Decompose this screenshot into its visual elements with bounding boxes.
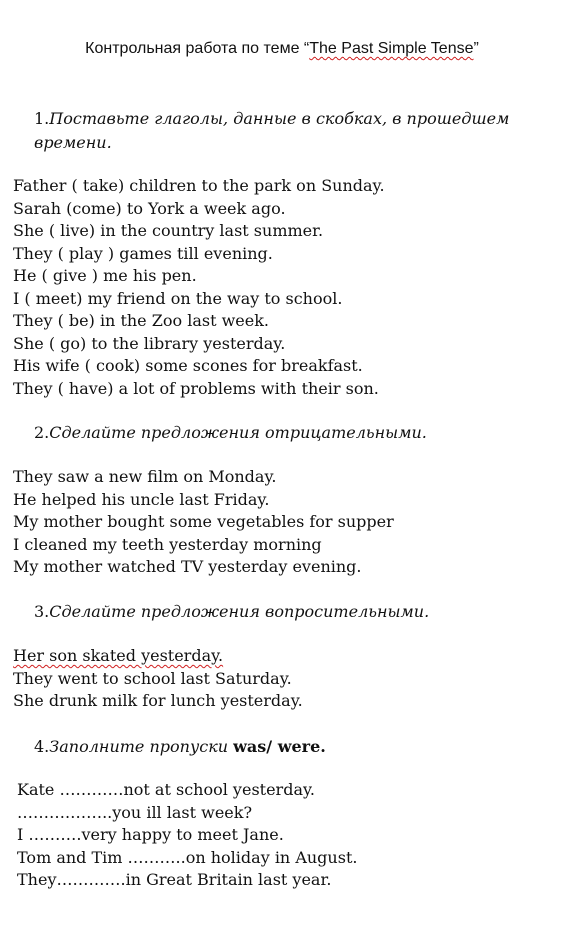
task2-sentence: He helped his uncle last Friday. (13, 489, 270, 509)
title-prefix: Контрольная работа по теме “ (85, 40, 310, 57)
task2-sentence-list (13, 466, 394, 579)
task4-sentence: They………….in Great Britain last year. (17, 870, 332, 890)
task1-sentence: They ( play ) games till evening. (13, 243, 273, 263)
task2-sentence: They saw a new film on Monday. (13, 467, 277, 486)
task3-sentence: They went to school last Saturday. (13, 668, 292, 688)
task1-instruction-line2: времени. (34, 133, 112, 152)
task4-instruction: Заполните пропуски (49, 737, 234, 756)
task2-number: 2. (34, 423, 50, 442)
title-topic: The Past Simple Tense (309, 40, 474, 57)
task3-sentence-list (13, 645, 303, 713)
task1-sentence: She ( live) in the country last summer. (13, 221, 324, 240)
task2-sentence: My mother bought some vegetables for supper (13, 512, 394, 531)
task2-sentence: My mother watched TV yesterday evening. (13, 557, 362, 576)
task4-instruction-bold: was/ were. (233, 737, 326, 756)
task3-sentence (13, 645, 303, 668)
task2-instruction: Сделайте предложения отрицательными. (49, 423, 427, 442)
task4-sentence: ……….……..you ill last week? (17, 802, 253, 822)
task1-sentence-list (13, 175, 385, 400)
task1-sentence: She ( go) to the library yesterday. (13, 333, 286, 353)
task4-number: 4. (34, 737, 50, 756)
task4-sentence: Kate …………not at school yesterday. (17, 780, 315, 799)
task1-sentence: I ( meet) my friend on the way to school. (13, 288, 343, 308)
task1-sentence: Sarah (come) to York a week ago. (13, 198, 286, 218)
task4-sentence: I ……….very happy to meet Jane. (17, 825, 284, 845)
task3-instruction: Сделайте предложения вопросительными. (49, 602, 430, 621)
task1-heading (34, 107, 509, 155)
task1-sentence: His wife ( cook) some scones for breakfast. (13, 356, 363, 375)
document-title (0, 40, 564, 58)
task1-sentence: They ( be) in the Zoo last week. (13, 311, 269, 330)
task1-instruction-line1: Поставьте глаголы, данные в скобках, в прошедшем (49, 109, 510, 128)
task1-sentence: He ( give ) me his pen. (13, 266, 197, 285)
title-suffix: ” (473, 40, 479, 57)
task3-sentence-text: Her son skated yesterday. (13, 646, 224, 665)
task1-number: 1. (34, 109, 50, 128)
task2-sentence: I cleaned my teeth yesterday morning (13, 534, 322, 554)
task2-heading (34, 421, 427, 445)
task1-sentence: They ( have) a lot of problems with their son. (13, 378, 379, 398)
task4-sentence: Tom and Tim ………..on holiday in August. (17, 847, 358, 867)
task4-heading (34, 735, 326, 759)
task3-number: 3. (34, 602, 50, 621)
task3-sentence: She drunk milk for lunch yesterday. (13, 691, 303, 710)
task3-heading (34, 600, 429, 624)
task4-sentence-list (17, 779, 357, 892)
task1-sentence: Father ( take) children to the park on Sunday. (13, 176, 385, 195)
